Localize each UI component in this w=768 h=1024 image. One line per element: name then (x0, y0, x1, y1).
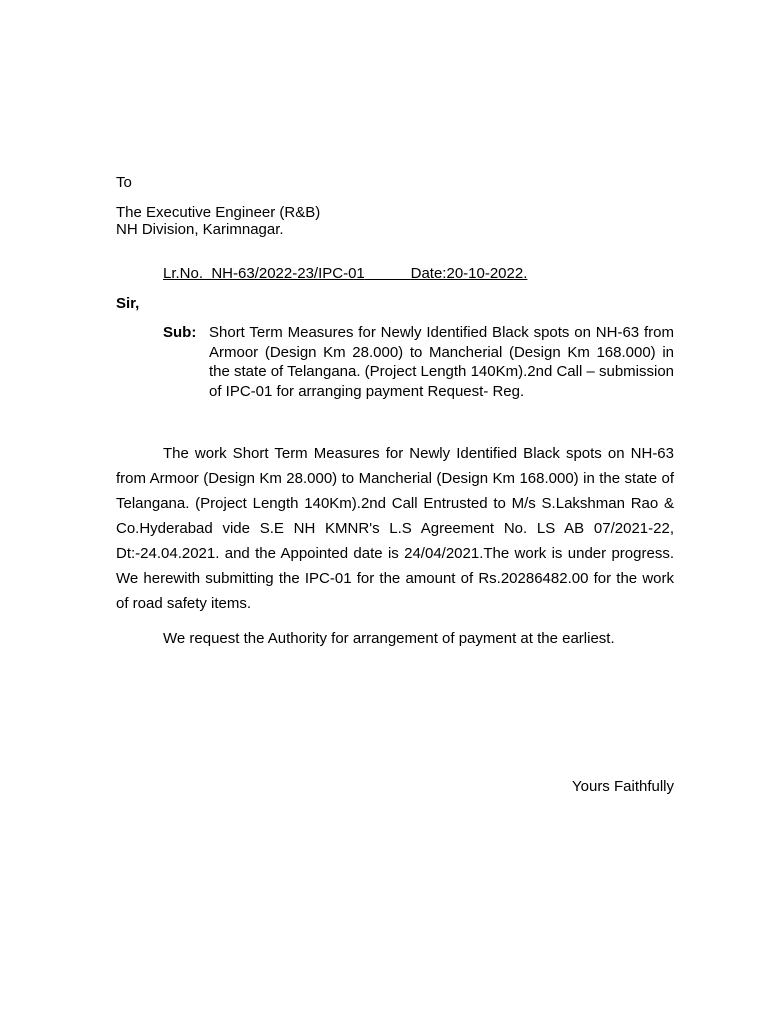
recipient-line-2: NH Division, Karimnagar. (116, 221, 284, 238)
recipient-address (116, 204, 320, 238)
closing-signoff: Yours Faithfully (572, 778, 674, 795)
recipient-line-1: The Executive Engineer (R&B) (116, 204, 321, 221)
salutation: Sir, (116, 295, 140, 312)
to-label: To (116, 174, 132, 191)
subject-label: Sub: (163, 324, 197, 341)
reference-gap (365, 265, 411, 282)
subject-text: Short Term Measures for Newly Identified Black spots on NH-63 from Armoor (Design Km 28.000) to Mancherial (Design Km 168.000) in the state of Telangana. (Project Length 140Km).2nd Call – submission of IPC-01 for arranging payment Request- Reg. (209, 324, 674, 400)
reference-date: Date:20-10-2022. (410, 265, 528, 282)
reference-number: Lr.No. NH-63/2022-23/IPC-01 (163, 265, 365, 282)
request-paragraph: We request the Authority for arrangement of payment at the earliest. (163, 630, 615, 647)
reference-line (163, 265, 527, 282)
body-paragraph: The work Short Term Measures for Newly Identified Black spots on NH-63 from Armoor (Design Km 28.000) to Mancherial (Design Km 168.000) in the state of Telangana. (Project Length 140Km).2nd Call Entrusted to M/s S.Lakshman Rao & Co.Hyderabad vide S.E NH KMNR's L.S Agreement No. LS AB 07/2021-22, Dt:-24.04.2021. and the Appointed date is 24/04/2021.The work is under progress. We herewith submitting the IPC-01 for the amount of Rs.20286482.00 for the work of road safety items. (116, 445, 674, 612)
